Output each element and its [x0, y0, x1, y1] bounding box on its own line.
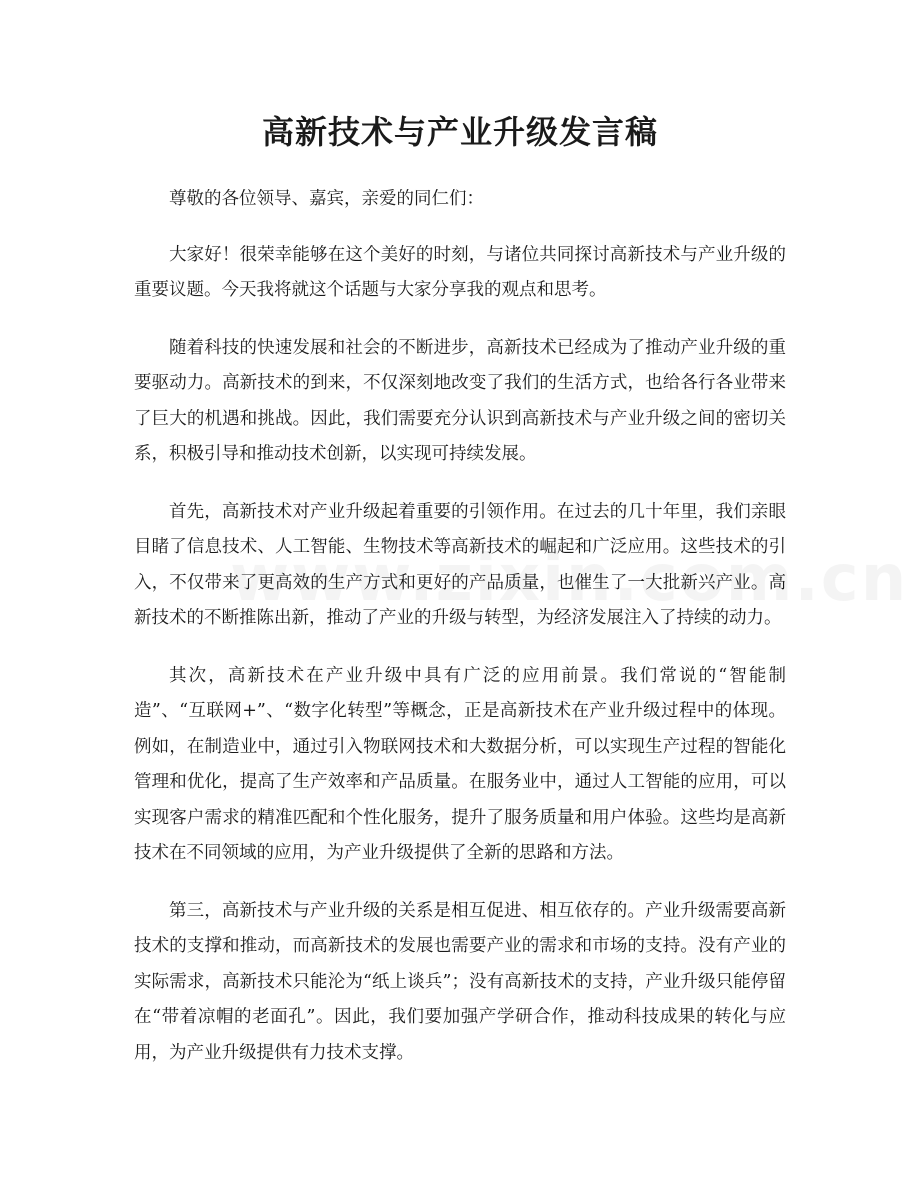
- paragraph-first-point: 首先，高新技术对产业升级起着重要的引领作用。在过去的几十年里，我们亲眼目睹了信息技术、人工智能、生物技术等高新技术的崛起和广泛应用。这些技术的引入，不仅带来了更高效的生产方式和更好的产品质量，也催生了一大批新兴产业。高新技术的不断推陈出新，推动了产业的升级与转型，为经济发展注入了持续的动力。: [134, 501, 786, 628]
- paragraph-opening: 大家好！很荣幸能够在这个美好的时刻，与诸位共同探讨高新技术与产业升级的重要议题。今天我将就这个话题与大家分享我的观点和思考。: [134, 244, 786, 300]
- paragraph-third-point: 第三，高新技术与产业升级的关系是相互促进、相互依存的。产业升级需要高新技术的支撑和推动，而高新技术的发展也需要产业的需求和市场的支持。没有产业的实际需求，高新技术只能沦为“纸上谈兵”；没有高新技术的支持，产业升级只能停留在“带着凉帽的老面孔”。因此，我们要加强产学研合作，推动科技成果的转化与应用，为产业升级提供有力技术支撑。: [134, 900, 786, 1063]
- document-body: [134, 182, 786, 1093]
- paragraph-background: 随着科技的快速发展和社会的不断进步，高新技术已经成为了推动产业升级的重要驱动力。高新技术的到来，不仅深刻地改变了我们的生活方式，也给各行各业带来了巨大的机遇和挑战。因此，我们需要充分认识到高新技术与产业升级之间的密切关系，积极引导和推动技术创新，以实现可持续发展。: [134, 337, 786, 464]
- document-title: 高新技术与产业升级发言稿: [261, 113, 658, 151]
- paragraph-second-point: 其次，高新技术在产业升级中具有广泛的应用前景。我们常说的“智能制造”、“互联网+”、“数字化转型”等概念，正是高新技术在产业升级过程中的体现。例如，在制造业中，通过引入物联网技术和大数据分析，可以实现生产过程的智能化管理和优化，提高了生产效率和产品质量。在服务业中，通过人工智能的应用，可以实现客户需求的精准匹配和个性化服务，提升了服务质量和用户体验。这些均是高新技术在不同领域的应用，为产业升级提供了全新的思路和方法。: [134, 665, 786, 863]
- paragraph-greeting: 尊敬的各位领导、嘉宾，亲爱的同仁们：: [169, 189, 484, 209]
